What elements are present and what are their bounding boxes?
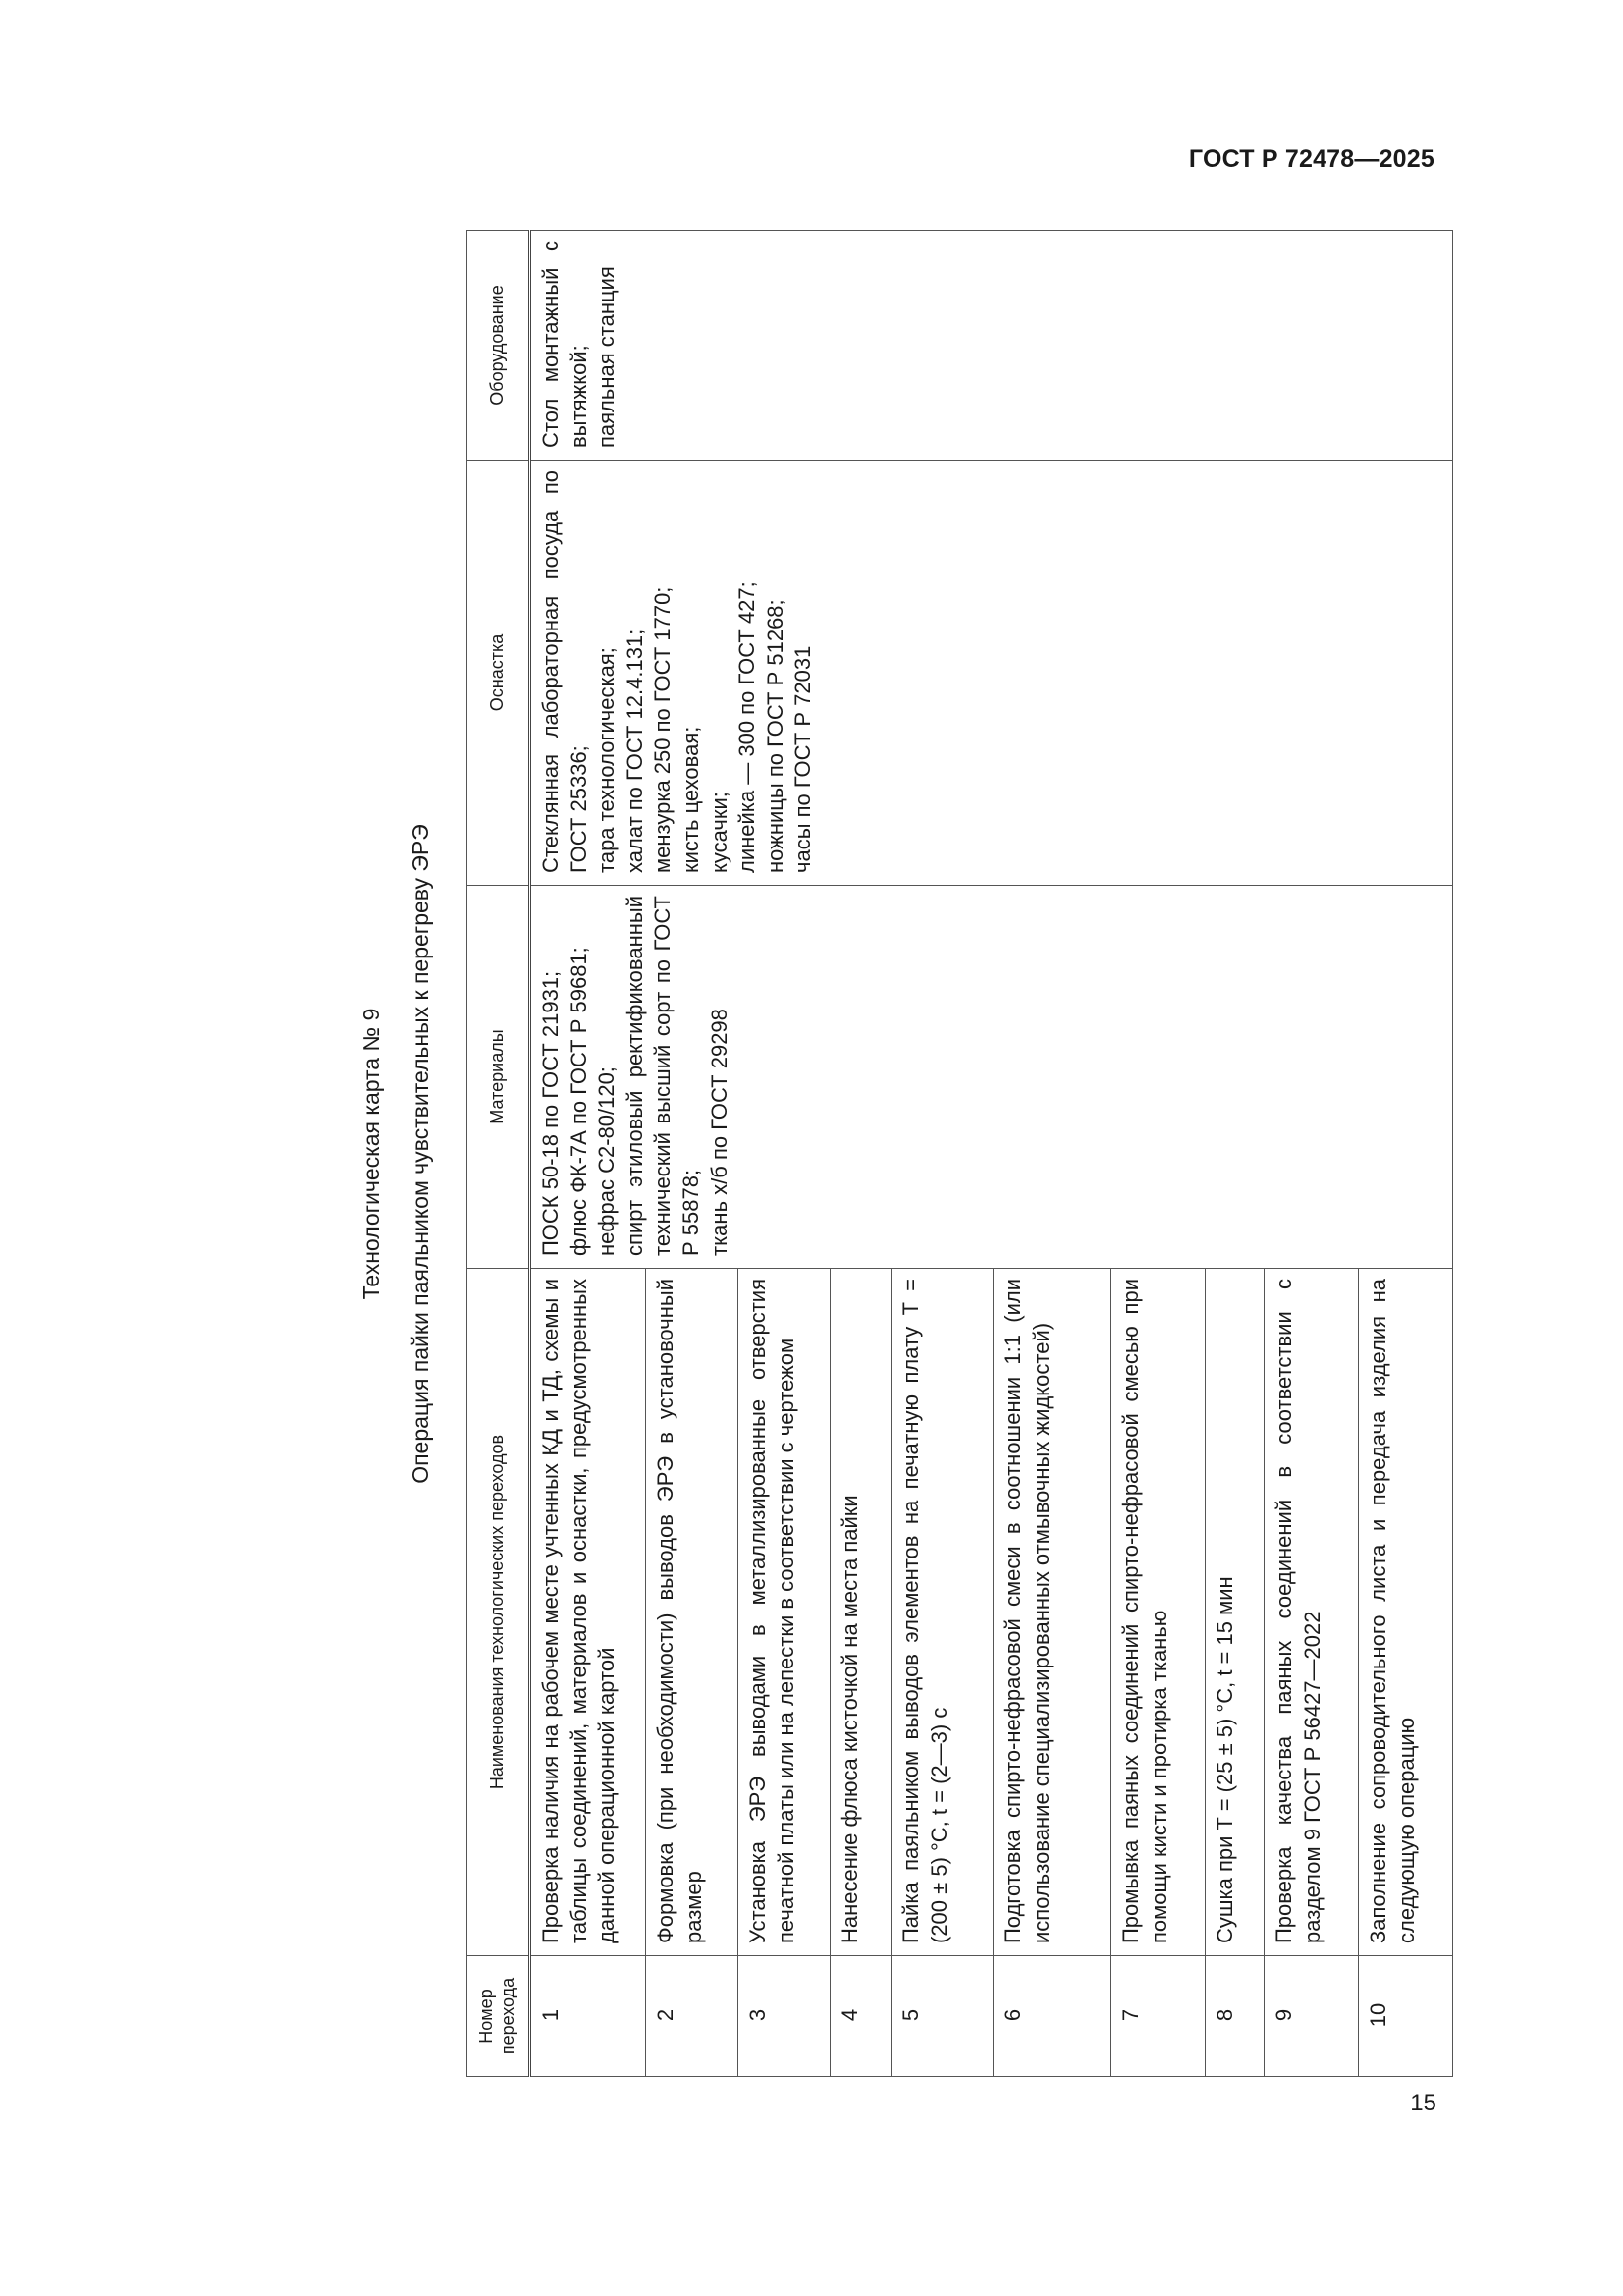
tooling-item: тара технологическая; <box>594 647 620 873</box>
material-item: ткань х/б по ГОСТ 29298 <box>706 1009 731 1256</box>
transition-name: Подготовка спирто-нефрасовой смеси в соотношении 1:1 (или использование специализированных отмывочных жидкостей) <box>994 1269 1111 1956</box>
equipment-item: Стол монтажный с вытяжкой; <box>538 241 591 448</box>
transition-name: Установка ЭРЭ выводами в металлизированные отверстия печатной платы или на лепестки в соответствии с чертежом <box>738 1269 831 1956</box>
table-row <box>530 231 646 2077</box>
row-number: 10 <box>1359 1956 1453 2077</box>
transition-name: Формовка (при необходимости) выводов ЭРЭ в установочный размер <box>646 1269 738 1956</box>
material-item: ПОСК 50-18 по ГОСТ 21931; <box>538 970 563 1256</box>
row-number: 3 <box>738 1956 831 2077</box>
tooling-item: мензурка 250 по ГОСТ 1770; <box>650 586 676 873</box>
tooling-item: кусачки; <box>706 792 731 873</box>
equipment-item: паяльная станция <box>594 266 620 448</box>
material-item: флюс ФК-7А по ГОСТ Р 59681; <box>566 947 591 1256</box>
row-number: 1 <box>530 1956 646 2077</box>
transition-name: Сушка при T = (25 ± 5) °C, t = 15 мин <box>1206 1269 1265 1956</box>
transition-name: Пайка паяльником выводов элементов на печатную плату T = (200 ± 5) °C, t = (2—3) с <box>892 1269 994 1956</box>
table-header-row <box>467 231 530 2077</box>
row-number: 2 <box>646 1956 738 2077</box>
row-number: 8 <box>1206 1956 1265 2077</box>
material-item: нефрас С2-80/120; <box>594 1066 620 1256</box>
rotated-technology-card <box>236 231 1424 2077</box>
row-number: 4 <box>831 1956 892 2077</box>
row-number: 6 <box>994 1956 1111 2077</box>
col-header-num: Номер перехода <box>467 1956 530 2077</box>
document-code: ГОСТ Р 72478—2025 <box>1188 145 1434 173</box>
technology-card-table <box>466 230 1453 2077</box>
transition-name: Проверка качества паяных соединений в соответствии с разделом 9 ГОСТ Р 56427—2022 <box>1265 1269 1359 1956</box>
tooling-item: часы по ГОСТ Р 72031 <box>790 645 816 873</box>
material-item: спирт этиловый ректификованный технический высший сорт по ГОСТ Р 55878; <box>622 896 703 1256</box>
card-subtitle: Операция пайки паяльником чувствительных к перегреву ЭРЭ <box>407 824 433 1484</box>
tooling-item: ножницы по ГОСТ Р 51268; <box>762 599 787 873</box>
page-number: 15 <box>1410 2090 1436 2116</box>
equipment-cell <box>530 231 1453 461</box>
row-number: 9 <box>1265 1956 1359 2077</box>
tooling-cell <box>530 461 1453 886</box>
tooling-item: кисть цеховая; <box>677 726 703 873</box>
row-number: 5 <box>892 1956 994 2077</box>
row-number: 7 <box>1111 1956 1206 2077</box>
transition-name: Проверка наличия на рабочем месте учтенных КД и ТД, схемы и таблицы соединений, материалов и оснастки, предусмотренных данной операционной картой <box>530 1269 646 1956</box>
card-title: Технологическая карта № 9 <box>358 1008 384 1300</box>
tooling-item: Стеклянная лабораторная посуда по ГОСТ 25336; <box>538 470 591 873</box>
transition-name: Нанесение флюса кисточкой на места пайки <box>831 1269 892 1956</box>
col-header-equipment: Оборудование <box>467 231 530 461</box>
col-header-name: Наименования технологических переходов <box>467 1269 530 1956</box>
transition-name: Промывка паяных соединений спирто-нефрасовой смесью при помощи кисти и протирка тканью <box>1111 1269 1206 1956</box>
col-header-tooling: Оснастка <box>467 461 530 886</box>
transition-name: Заполнение сопроводительного листа и передача изделия на следующую операцию <box>1359 1269 1453 1956</box>
materials-cell <box>530 886 1453 1269</box>
col-header-materials: Материалы <box>467 886 530 1269</box>
tooling-item: халат по ГОСТ 12.4.131; <box>622 629 647 873</box>
tooling-item: линейка — 300 по ГОСТ 427; <box>734 581 760 873</box>
